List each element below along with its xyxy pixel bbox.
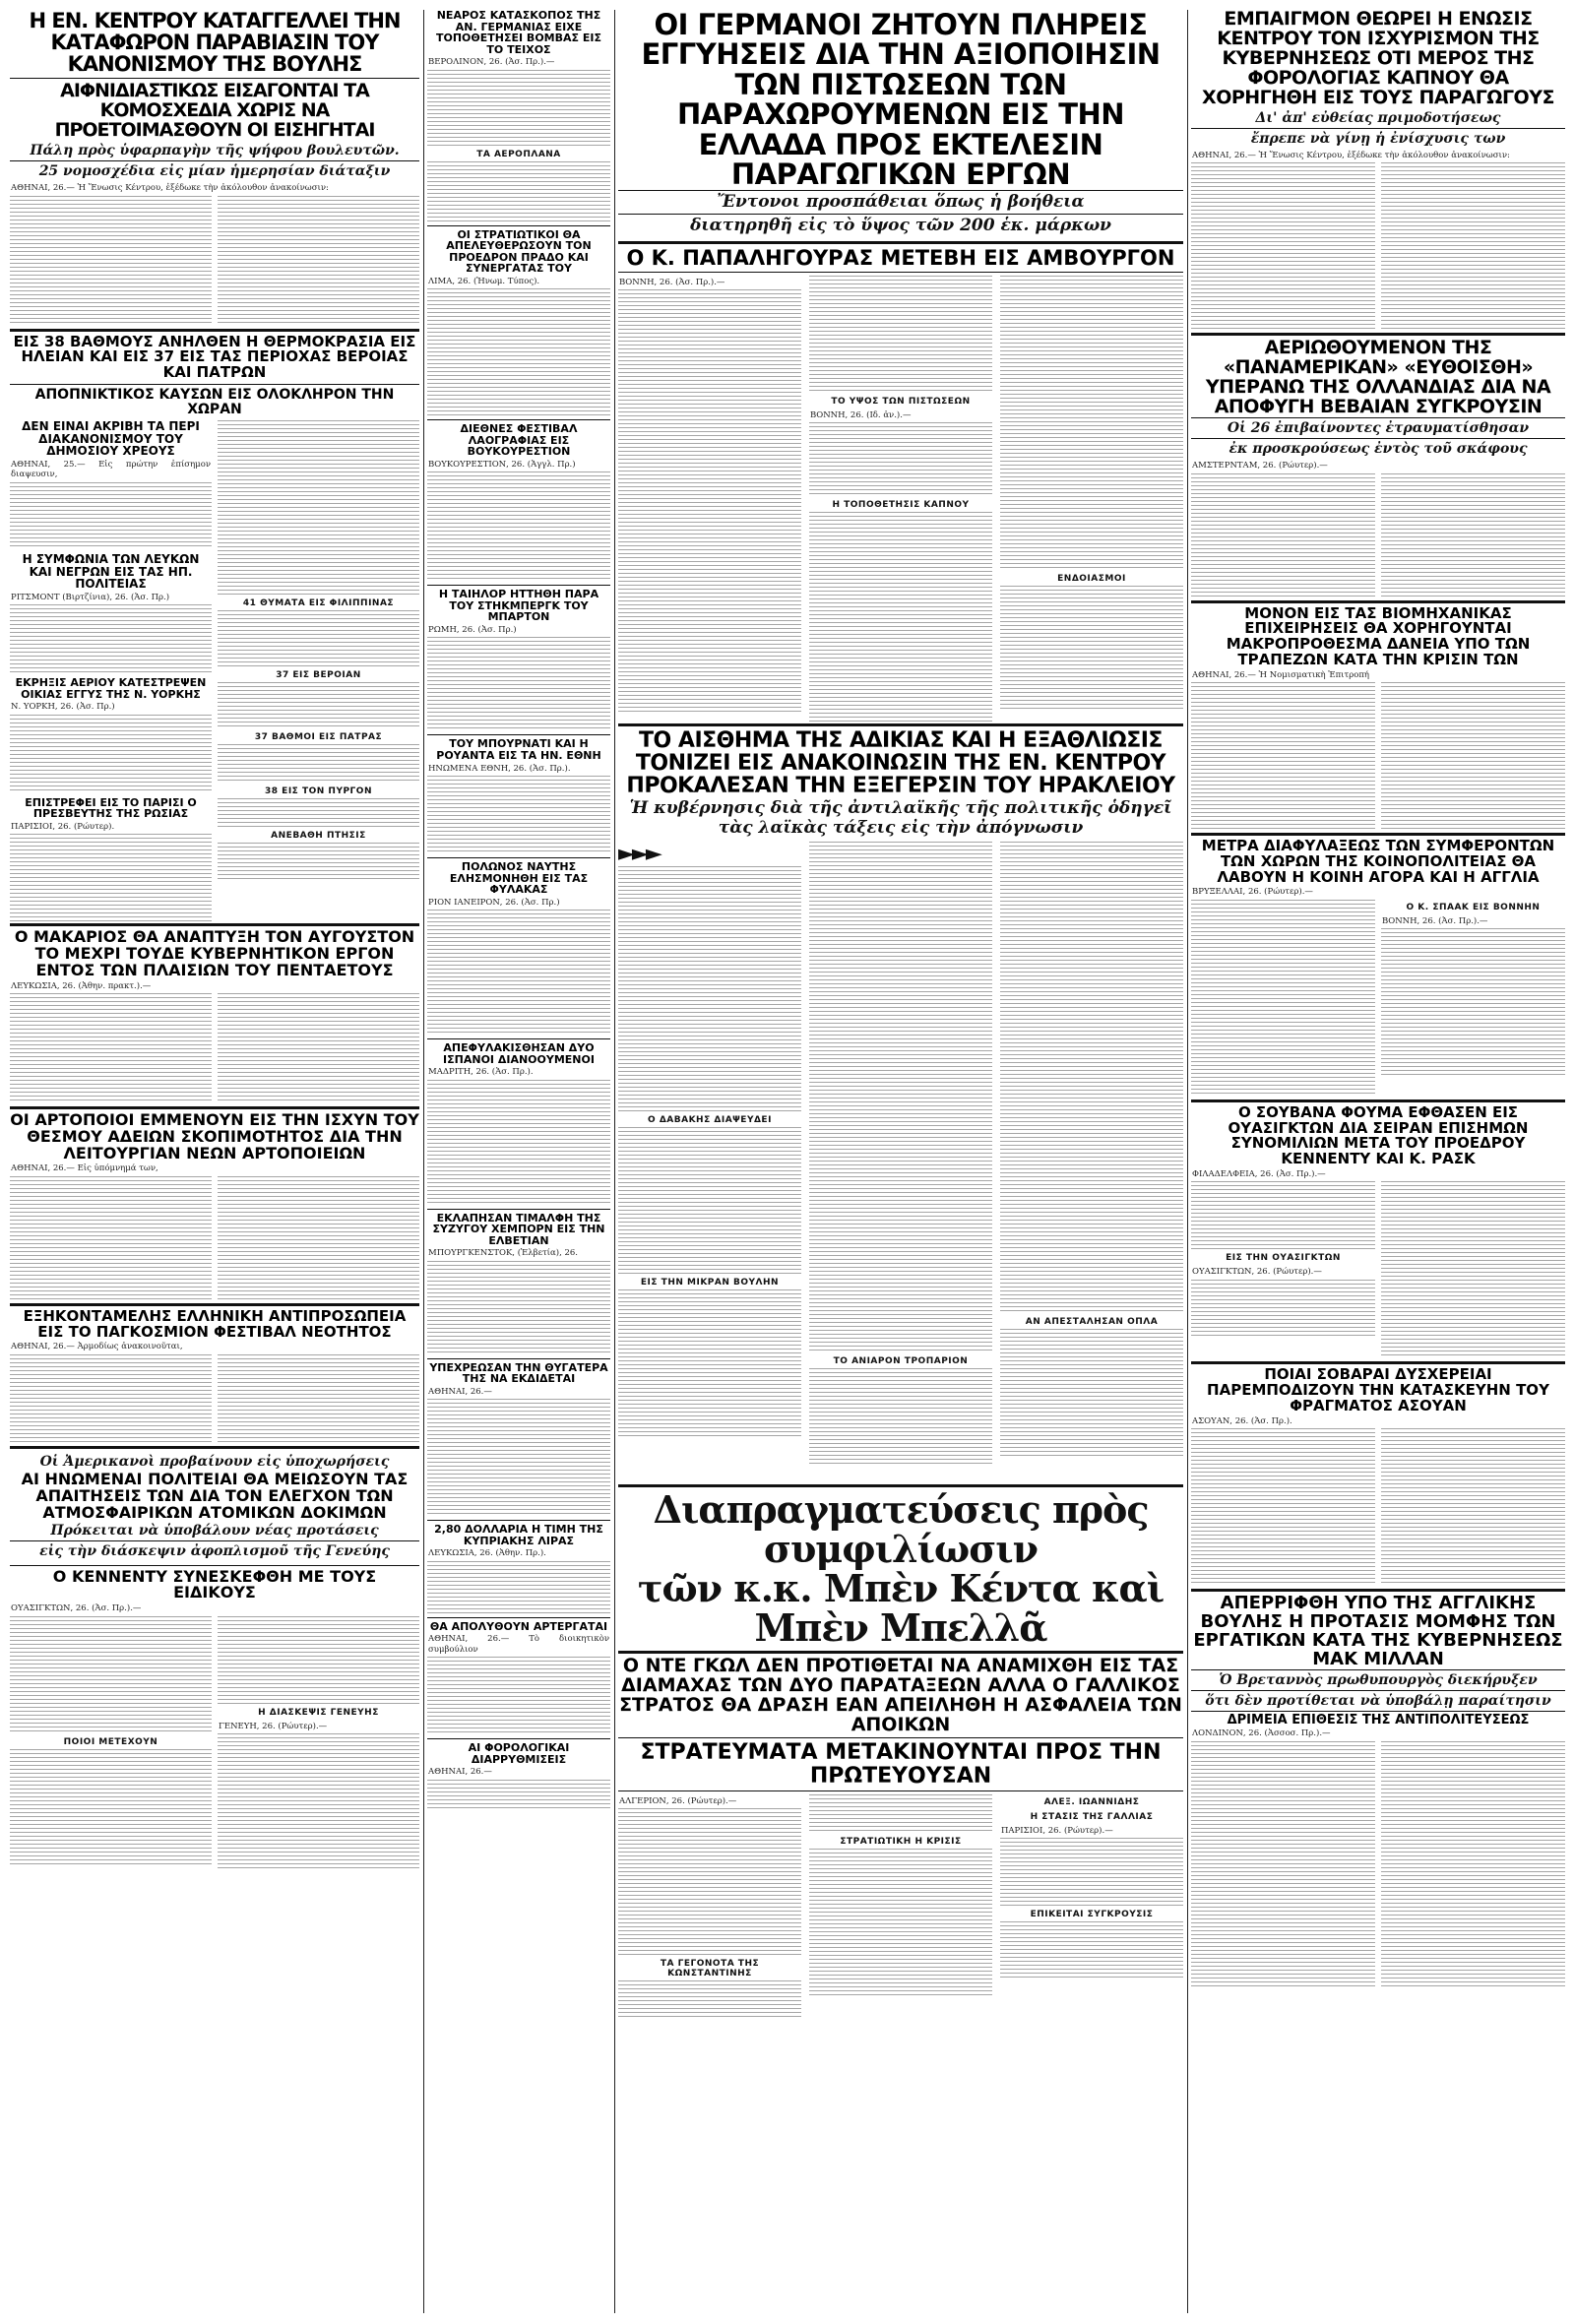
arrow-icons: ►►► <box>618 842 660 867</box>
column-divider <box>614 10 615 2313</box>
dateline: ΒΟΝΝΗ, 26. (Ἀσ. Πρ.).— <box>1382 915 1488 926</box>
headline-aswan: ΠΟΙΑΙ ΣΟΒΑΡΑΙ ΔΥΣΧΕΡΕΙΑΙ ΠΑΡΕΜΠΟΔΙΖΟΥΝ ΤΗΝ ΚΑΤΑΣΚΕΥΗΝ ΤΟΥ ΦΡΑΓΜΑΤΟΣ ΑΣΟΥΑΝ <box>1207 1365 1549 1414</box>
subheadline: Δι' ἀπ' εὐθείας πριμοδοτήσεως <box>1255 109 1501 126</box>
dateline: ΡΙΟΝ ΙΑΝΕΙΡΟΝ, 26. (Ἀσ. Πρ.) <box>428 897 560 908</box>
article-body <box>1191 900 1565 1097</box>
dateline: ΑΘΗΝΑΙ, 25.— Εἰς πρώτην ἐπίσημον διαψευσιν, <box>11 460 211 480</box>
headline-sailor: ΠΟΛΩΝΟΣ ΝΑΥΤΗΣ ΕΛΗΣΜΟΝΗΘΗ ΕΙΣ ΤΑΣ ΦΥΛΑΚΑΣ <box>449 860 589 897</box>
headline-loans: ΜΟΝΟΝ ΕΙΣ ΤΑΣ ΒΙΟΜΗΧΑΝΙΚΑΣ ΕΠΙΧΕΙΡΗΣΕΙΣ ΘΑ ΧΟΡΗΓΟΥΝΤΑΙ ΜΑΚΡΟΠΡΟΘΕΣΜΑ ΔΑΝΕΙΑ ΥΠΟ ΤΩΝ ΤΡΑΠΕΖΩΝ ΚΑΤΑ ΤΗΝ ΚΡΙΣΙΝ ΤΩΝ <box>1226 603 1531 668</box>
headline-heraklion: ΤΟ ΑΙΣΘΗΜΑ ΤΗΣ ΑΔΙΚΙΑΣ ΚΑΙ Η ΕΞΑΘΛΙΩΣΙΣ ΤΟΝΙΖΕΙ ΕΙΣ ΑΝΑΚΟΙΝΩΣΙΝ ΤΗΣ ΕΝ. ΚΕΝΤΡΟΥ ΠΡΟΚΑΛΕΣΑΝ ΤΗΝ ΕΞΕΓΕΡΣΙΝ ΤΟΥ ΗΡΑΚΛΕΙΟΥ <box>626 727 1175 798</box>
headline-daughter: ΥΠΕΧΡΕΩΣΑΝ ΤΗΝ ΘΥΓΑΤΕΡΑ ΤΗΣ ΝΑ ΕΚΔΙΔΕΤΑΙ <box>429 1360 608 1386</box>
headline-tobacco: ΕΜΠΑΙΓΜΟΝ ΘΕΩΡΕΙ Η ΕΝΩΣΙΣ ΚΕΝΤΡΟΥ ΤΟΝ ΙΣΧΥΡΙΣΜΟΝ ΤΗΣ ΚΥΒΕΡΝΗΣΕΩΣ ΟΤΙ ΜΕΡΟΣ ΤΗΣ ΦΟΡΟΛΟΓΙΑΣ ΚΑΠΝΟΥ ΘΑ ΧΟΡΗΓΗΘΗ ΕΙΣ ΤΟΥΣ ΠΑΡΑΓΩΓΟΥΣ <box>1202 10 1554 108</box>
dateline: Ν. ΥΟΡΚΗ, 26. (Ἀσ. Πρ.) <box>11 702 115 713</box>
dateline: ΜΑΔΡΙΤΗ, 26. (Ἀσ. Πρ.). <box>428 1067 534 1078</box>
article-body <box>1191 1741 1565 1987</box>
subhead: Ο ΔΑΒΑΚΗΣ ΔΙΑΨΕΥΔΕΙ <box>648 1115 772 1126</box>
headline-ben-khedda: τῶν κ.κ. Μπὲν Κέντα καὶ Μπὲν Μπελλᾶ <box>637 1565 1165 1650</box>
dateline: ΛΟΝΔΙΝΟΝ, 26. (Ἀσσοσ. Πρ.).— <box>1192 1728 1331 1739</box>
subhead: ΑΝ ΑΠΕΣΤΑΛΗΣΑΝ ΟΠΛΑ <box>1025 1317 1159 1328</box>
subheadline: εἰς τὴν διάσκεψιν ἀφοπλισμοῦ τῆς Γενεύης <box>10 1540 419 1561</box>
headline-taylor: Η ΤΑΙΗΛΟΡ ΗΤΤΗΘΗ ΠΑΡΑ ΤΟΥ ΣΤΗΚΜΠΕΡΓΚ ΤΟΥ ΜΠΑΡΤΟΝ <box>438 588 599 624</box>
subhead: ΕΙΣ ΤΗΝ ΟΥΑΣΙΓΚΤΩΝ <box>1226 1253 1341 1264</box>
dateline: ΓΕΝΕΥΗ, 26. (Ρώυτερ).— <box>219 1721 328 1731</box>
dateline: ΒΟΝΝΗ, 26. (Ἀσ. Πρ.).— <box>619 277 725 287</box>
subhead: ΠΟΙΟΙ ΜΕΤΕΧΟΥΝ <box>63 1736 158 1747</box>
article-body <box>10 1176 419 1300</box>
article-body <box>618 276 1183 721</box>
dateline: ΛΕΥΚΩΣΙΑ, 26. (Ἀθην. Πρ.). <box>428 1548 546 1559</box>
signature: ΑΛΕΞ. ΙΩΑΝΝΙΔΗΣ <box>1043 1796 1140 1807</box>
headline-pound: 2,80 ΔΟΛΛΑΡΙΑ Η ΤΙΜΗ ΤΗΣ ΚΥΠΡΙΑΚΗΣ ΛΙΡΑΣ <box>434 1523 603 1547</box>
subhead: ΕΙΣ ΤΗΝ ΜΙΚΡΑΝ ΒΟΥΛΗΝ <box>640 1278 780 1288</box>
subhead: ΣΤΡΑΤΙΩΤΙΚΗ Η ΚΡΙΣΙΣ <box>840 1836 962 1847</box>
headline-bakers-layoff: ΘΑ ΑΠΟΛΥΘΟΥΝ ΑΡΤΕΡΓΑΤΑΙ <box>429 1619 608 1633</box>
subheadline: 25 νομοσχέδια εἰς μίαν ἡμερησίαν διάταξιν <box>10 160 419 181</box>
article-body <box>10 420 419 920</box>
subhead: ΤΟ ΑΝΙΑΡΟΝ ΤΡΟΠΑΡΙΟΝ <box>833 1356 969 1367</box>
dateline: ΑΘΗΝΑΙ, 26.— Ἀρμοδίως ἀνακοινοῦται, <box>11 1342 183 1352</box>
dateline: ΠΑΡΙΣΙΟΙ, 26. (Ρώυτερ).— <box>1001 1825 1113 1836</box>
subheadline: Οἱ Ἀμερικανοὶ προβαίνουν εἰς ὑποχωρήσεις <box>39 1453 390 1470</box>
article-body <box>618 1794 1183 2009</box>
subhead: ΤΑ ΑΕΡΟΠΛΑΝΑ <box>476 149 561 159</box>
headline-jewels: ΕΚΛΑΠΗΣΑΝ ΤΙΜΑΛΦΗ ΤΗΣ ΣΥΖΥΓΟΥ ΧΕΜΠΟΡΝ ΕΙΣ ΤΗΝ ΕΛΒΕΤΙΑΝ <box>432 1211 605 1247</box>
subhead: 37 ΒΑΘΜΟΙ ΕΙΣ ΠΑΤΡΑΣ <box>254 732 383 743</box>
subhead: 37 ΕΙΣ ΒΕΡΟΙΑΝ <box>276 670 361 681</box>
subhead: Η ΔΙΑΣΚΕΨΙΣ ΓΕΝΕΥΗΣ <box>258 1707 379 1718</box>
headline-opposition: ΔΡΙΜΕΙΑ ΕΠΙΘΕΣΙΣ ΤΗΣ ΑΝΤΙΠΟΛΙΤΕΥΣΕΩΣ <box>1191 1711 1565 1727</box>
headline-folk-festival: ΔΙΕΘΝΕΣ ΦΕΣΤΙΒΑΛ ΛΑΟΓΡΑΦΙΑΣ ΕΙΣ ΒΟΥΚΟΥΡΕΣΤΙΟΝ <box>460 422 578 459</box>
headline-negotiations: Διαπραγματεύσεις πρὸς συμφιλίωσιν <box>653 1487 1149 1572</box>
headline-ambassador: ΕΠΙΣΤΡΕΦΕΙ ΕΙΣ ΤΟ ΠΑΡΙΣΙ Ο ΠΡΕΣΒΕΥΤΗΣ ΤΗΣ ΡΩΣΙΑΣ <box>25 795 197 821</box>
headline-nuclear-tests: ΑΙ ΗΝΩΜΕΝΑΙ ΠΟΛΙΤΕΙΑΙ ΘΑ ΜΕΙΩΣΟΥΝ ΤΑΣ ΑΠΑΙΤΗΣΕΙΣ ΤΩΝ ΔΙΑ ΤΟΝ ΕΛΕΓΧΟΝ ΤΩΝ ΑΤΜΟΣΦΑΙΡΙΚΩΝ ΑΤΟΜΙΚΩΝ ΔΟΚΙΜΩΝ <box>21 1469 409 1522</box>
subheadline: Πρόκειται νὰ ὑποβάλουν νέας προτάσεις <box>50 1523 379 1539</box>
headline-released: ΑΠΕΦΥΛΑΚΙΣΘΗΣΑΝ ΔΥΟ ΙΣΠΑΝΟΙ ΔΙΑΝΟΟΥΜΕΝΟΙ <box>443 1041 595 1066</box>
dateline: ΡΩΜΗ, 26. (Ἀσ. Πρ.) <box>428 625 517 636</box>
dateline: ΒΟΥΚΟΥΡΕΣΤΙΟΝ, 26. (Ἀγγλ. Πρ.) <box>428 459 576 470</box>
dateline: ΑΘΗΝΑΙ, 26.— Εἰς ὑπόμνημά των, <box>11 1163 158 1174</box>
headline-heatwave: ΕΙΣ 38 ΒΑΘΜΟΥΣ ΑΝΗΛΘΕΝ Η ΘΕΡΜΟΚΡΑΣΙΑ ΕΙΣ ΗΛΕΙΑΝ ΚΑΙ ΕΙΣ 37 ΕΙΣ ΤΑΣ ΠΕΡΙΟΧΑΣ ΒΕΡΟΙΑΣ ΚΑΙ ΠΑΤΡΩΝ <box>13 332 416 382</box>
subheadline: ἐκ προσκρούσεως ἐντὸς τοῦ σκάφους <box>1191 438 1565 459</box>
column-3 <box>618 10 1183 2313</box>
dateline: ΑΜΣΤΕΡΝΤΑΜ, 26. (Ρώυτερ).— <box>1192 461 1328 471</box>
dateline: ΟΥΑΣΙΓΚΤΩΝ, 26. (Ἀσ. Πρ.).— <box>11 1603 142 1614</box>
subheadline: Ἡ κυβέρνησις διὰ τῆς ἀντιλαϊκῆς τῆς πολιτικῆς ὁδηγεῖ τὰς λαϊκὰς τάξεις εἰς τὴν ἀπόγνωσιν <box>629 798 1172 838</box>
headline-bills: ΑΙΦΝΙΔΙΑΣΤΙΚΩΣ ΕΙΣΑΓΟΝΤΑΙ ΤΑ ΚΟΜΟΣΧΕΔΙΑ ΧΩΡΙΣ ΝΑ ΠΡΟΕΤΟΙΜΑΣΘΟΥΝ ΟΙ ΕΙΣΗΓΗΤΑΙ <box>54 80 375 142</box>
dateline: ΟΥΑΣΙΓΚΤΩΝ, 26. (Ρώυτερ).— <box>1192 1267 1322 1278</box>
article-body <box>1191 162 1565 330</box>
column-1 <box>10 10 419 2313</box>
subheadline: Ὁ Βρεταννὸς πρωθυπουργὸς διεκήρυξεν <box>1191 1669 1565 1690</box>
headline-tax: ΑΙ ΦΟΡΟΛΟΓΙΚΑΙ ΔΙΑΡΡΥΘΜΙΣΕΙΣ <box>468 1741 570 1766</box>
dateline: ΛΕΥΚΩΣΙΑ, 26. (Ἀθην. πρακτ.).— <box>11 980 152 991</box>
article-body <box>618 842 1183 1481</box>
newspaper-page <box>10 10 1565 2313</box>
dateline: ΑΣΟΥΑΝ, 26. (Ἀσ. Πρ.). <box>1192 1415 1292 1426</box>
article-body <box>10 196 419 326</box>
subhead: Η ΤΟΠΟΘΕΤΗΣΙΣ ΚΑΠΝΟΥ <box>832 500 970 511</box>
column-2 <box>427 10 610 2313</box>
subheadline: Πάλη πρὸς ὑφαρπαγὴν τῆς ψήφου βουλευτῶν. <box>30 142 400 158</box>
subheadline: ἔπρεπε νὰ γίνῃ ἡ ἐνίσχυσις των <box>1191 128 1565 149</box>
subheadline: Ἔντονοι προσπάθειαι ὅπως ἡ βοήθεια <box>618 190 1183 215</box>
headline-germans: ΟΙ ΓΕΡΜΑΝΟΙ ΖΗΤΟΥΝ ΠΛΗΡΕΙΣ ΕΓΓΥΗΣΕΙΣ ΔΙΑ ΤΗΝ ΑΞΙΟΠΟΙΗΣΙΝ ΤΩΝ ΠΙΣΤΩΣΕΩΝ ΤΩΝ ΠΑΡΑΧΩΡΟΥΜΕΝΩΝ ΕΙΣ ΤΗΝ ΕΛΛΑΔΑ ΠΡΟΣ ΕΚΤΕΛΕΣΙΝ ΠΑΡΑΓΩΓΙΚΩΝ ΕΡΓΩΝ <box>641 10 1161 192</box>
subheadline: διατηρηθῆ εἰς τὸ ὕψος τῶν 200 ἑκ. μάρκων <box>618 214 1183 238</box>
article-body <box>1191 1428 1565 1586</box>
headline-bakers: ΟΙ ΑΡΤΟΠΟΙΟΙ ΕΜΜΕΝΟΥΝ ΕΙΣ ΤΗΝ ΙΣΧΥΝ ΤΟΥ ΘΕΣΜΟΥ ΑΔΕΙΩΝ ΣΚΟΠΙΜΟΤΗΤΟΣ ΔΙΑ ΤΗΝ ΛΕΙΤΟΥΡΓΙΑΝ ΝΕΩΝ ΑΡΤΟΠΟΙΕΙΩΝ <box>10 1110 419 1162</box>
dateline: ΑΘΗΝΑΙ, 26.— <box>428 1386 492 1397</box>
subhead: Ο Κ. ΣΠΑΑΚ ΕΙΣ ΒΟΝΝΗΝ <box>1406 902 1541 912</box>
headline-burundi: ΤΟΥ ΜΠΟΥΡΝΑΤΙ ΚΑΙ Η ΡΟΥΑΝΤΑ ΕΙΣ ΤΑ ΗΝ. ΕΘΝΗ <box>436 737 601 763</box>
dateline: ΑΘΗΝΑΙ, 26.— Ἡ Ἕνωσις Κέντρου, ἐξέδωκε τὴν ἀκόλουθον ἀνακοίνωσιν: <box>1192 150 1510 160</box>
article-body <box>1191 682 1565 830</box>
subheadline: Οἱ 26 ἐπιβαίνοντες ἐτραυματίσθησαν <box>1191 417 1565 438</box>
article-body <box>1191 473 1565 597</box>
headline-makarios: Ο ΜΑΚΑΡΙΟΣ ΘΑ ΑΝΑΠΤΥΞΗ ΤΟΝ ΑΥΓΟΥΣΤΟΝ ΤΟ ΜΕΧΡΙ ΤΟΥΔΕ ΚΥΒΕΡΝΗΤΙΚΟΝ ΕΡΓΟΝ ΕΝΤΟΣ ΤΩΝ ΠΛΑΙΣΙΩΝ ΤΟΥ ΠΕΝΤΑΕΤΟΥΣ <box>14 927 415 979</box>
dateline: ΒΡΥΞΕΛΛΑΙ, 26. (Ρώυτερ).— <box>1192 887 1313 898</box>
subhead: ΑΝΕΒΑΘΗ ΠΤΗΣΙΣ <box>271 831 366 842</box>
column-divider <box>423 10 424 2313</box>
headline-panamerican: ΑΕΡΙΩΘΟΥΜΕΝΟΝ ΤΗΣ «ΠΑΝΑΜΕΡΙΚΑΝ» «ΕΥΘΟΙΣΘΗ» ΥΠΕΡΑΝΩ ΤΗΣ ΟΛΛΑΝΔΙΑΣ ΔΙΑ ΝΑ ΑΠΟΦΥΓΗ ΒΕΒΑΙΑΝ ΣΥΓΚΡΟΥΣΙΝ <box>1205 337 1551 418</box>
headline-center-union: Η ΕΝ. ΚΕΝΤΡΟΥ ΚΑΤΑΓΓΕΛΛΕΙ ΤΗΝ ΚΑΤΑΦΩΡΟΝ ΠΑΡΑΒΙΑΣΙΝ ΤΟΥ ΚΑΝΟΝΙΣΜΟΥ ΤΗΣ ΒΟΥΛΗΣ <box>29 10 401 77</box>
headline-spy: ΝΕΑΡΟΣ ΚΑΤΑΣΚΟΠΟΣ ΤΗΣ ΑΝ. ΓΕΡΜΑΝΙΑΣ ΕΙΧΕ ΤΟΠΟΘΕΤΗΣΕΙ ΒΟΜΒΑΣ ΕΙΣ ΤΟ ΤΕΙΧΟΣ <box>436 10 601 56</box>
headline-prado: ΟΙ ΣΤΡΑΤΙΩΤΙΚΟΙ ΘΑ ΑΠΕΛΕΥΘΕΡΩΣΟΥΝ ΤΟΝ ΠΡΟΕΔΡΟΝ ΠΡΑΔΟ ΚΑΙ ΣΥΝΕΡΓΑΤΑΣ ΤΟΥ <box>446 227 592 276</box>
dateline: ΦΙΛΑΔΕΛΦΕΙΑ, 26. (Ἀσ. Πρ.).— <box>1192 1168 1326 1179</box>
dateline: ΒΟΝΝΗ, 26. (Ιδ. ἀν.).— <box>810 409 912 420</box>
subhead: Η ΣΤΑΣΙΣ ΤΗΣ ΓΑΛΛΙΑΣ <box>1030 1811 1154 1822</box>
dateline: ΜΠΟΥΡΓΚΕΝΣΤΟΚ, (Ἐλβετία), 26. <box>428 1248 578 1259</box>
article-body <box>10 993 419 1103</box>
dateline: ΗΝΩΜΕΝΑ ΕΘΝΗ, 26. (Ἀσ. Πρ.). <box>428 763 571 774</box>
dateline: ΛΙΜΑ, 26. (Ἠνωμ. Τύπος). <box>428 276 540 286</box>
headline-troops: ΣΤΡΑΤΕΥΜΑΤΑ ΜΕΤΑΚΙΝΟΥΝΤΑΙ ΠΡΟΣ ΤΗΝ ΠΡΩΤΕΥΟΥΣΑΝ <box>640 1740 1162 1789</box>
headline-debt: ΔΕΝ ΕΙΝΑΙ ΑΚΡΙΒΗ ΤΑ ΠΕΡΙ ΔΙΑΚΑΝΟΝΙΣΜΟΥ ΤΟΥ ΔΗΜΟΣΙΟΥ ΧΡΕΟΥΣ <box>22 419 200 459</box>
subhead: 41 ΘΥΜΑΤΑ ΕΙΣ ΦΙΛΙΠΠΙΝΑΣ <box>242 598 395 609</box>
dateline: ΑΘΗΝΑΙ, 26.— <box>428 1767 492 1778</box>
headline-papaligouras: Ο Κ. ΠΑΠΑΛΗΓΟΥΡΑΣ ΜΕΤΕΒΗ ΕΙΣ ΑΜΒΟΥΡΓΟΝ <box>626 245 1175 270</box>
headline-agreement: Η ΣΥΜΦΩΝΙΑ ΤΩΝ ΛΕΥΚΩΝ ΚΑΙ ΝΕΓΡΩΝ ΕΙΣ ΤΑΣ ΗΠ. ΠΟΛΙΤΕΙΑΣ <box>22 551 200 592</box>
article-body <box>10 1354 419 1443</box>
dateline: ΑΘΗΝΑΙ, 26.— Ἡ Ἕνωσις Κέντρου, ἐξέδωκε τὴν ἀκόλουθον ἀνακοίνωσιν: <box>11 183 329 194</box>
headline-kennedy: Ο ΚΕΝΝΕΝΤΥ ΣΥΝΕΣΚΕΦΘΗ ΜΕ ΤΟΥΣ ΕΙΔΙΚΟΥΣ <box>52 1566 377 1602</box>
headline-de-gaulle: Ο ΝΤΕ ΓΚΩΛ ΔΕΝ ΠΡΟΤΙΘΕΤΑΙ ΝΑ ΑΝΑΜΙΧΘΗ ΕΙΣ ΤΑΣ ΔΙΑΜΑΧΑΣ ΤΩΝ ΔΥΟ ΠΑΡΑΤΑΞΕΩΝ ΑΛΛΑ Ο ΓΑΛΛΙΚΟΣ ΣΤΡΑΤΟΣ ΘΑ ΔΡΑΣΗ ΕΑΝ ΑΠΕΙΛΗΘΗ Η ΑΣΦΑΛΕΙΑ ΤΩΝ ΑΠΟΙΚΩΝ <box>619 1654 1182 1735</box>
dateline: ΑΛΓΕΡΙΟΝ, 26. (Ρώυτερ).— <box>619 1795 737 1806</box>
article-body <box>10 1616 419 1872</box>
dateline: ΒΕΡΟΛΙΝΟΝ, 26. (Ἀσ. Πρ.).— <box>428 57 555 68</box>
subhead: ΤΟ ΥΨΟΣ ΤΩΝ ΠΙΣΤΩΣΕΩΝ <box>831 396 971 407</box>
subhead: ΤΑ ΓΕΓΟΝΟΤΑ ΤΗΣ ΚΩΝΣΤΑΝΤΙΝΗΣ <box>660 1959 760 1979</box>
headline-souvanna: Ο ΣΟΥΒΑΝΑ ΦΟΥΜΑ ΕΦΘΑΣΕΝ ΕΙΣ ΟΥΑΣΙΓΚΤΩΝ ΔΙΑ ΣΕΙΡΑΝ ΕΠΙΣΗΜΩΝ ΣΥΝΟΜΙΛΙΩΝ ΜΕΤΑ ΤΟΥ ΠΡΟΕΔΡΟΥ ΚΕΝΝΕΝΤΥ ΚΑΙ Κ. ΡΑΣΚ <box>1228 1102 1529 1168</box>
subhead: 38 ΕΙΣ ΤΟΝ ΠΥΡΓΟΝ <box>265 786 372 797</box>
headline-festival: ΕΞΗΚΟΝΤΑΜΕΛΗΣ ΕΛΛΗΝΙΚΗ ΑΝΤΙΠΡΟΣΩΠΕΙΑ ΕΙΣ ΤΟ ΠΑΓΚΟΣΜΙΟΝ ΦΕΣΤΙΒΑΛ ΝΕΟΤΗΤΟΣ <box>23 1306 407 1341</box>
dateline: ΑΘΗΝΑΙ, 26.— Ἡ Νομισματικὴ Ἐπιτροπή <box>1192 669 1369 680</box>
column-divider <box>1187 10 1188 2313</box>
headline-heatwave-sub: ΑΠΟΠΝΙΚΤΙΚΟΣ ΚΑΥΣΩΝ ΕΙΣ ΟΛΟΚΛΗΡΟΝ ΤΗΝ ΧΩΡΑΝ <box>34 386 395 417</box>
dateline: ΠΑΡΙΣΙΟΙ, 26. (Ρώυτερ). <box>11 821 115 832</box>
headline-common-market: ΜΕΤΡΑ ΔΙΑΦΥΛΑΞΕΩΣ ΤΩΝ ΣΥΜΦΕΡΟΝΤΩΝ ΤΩΝ ΧΩΡΩΝ ΤΗΣ ΚΟΙΝΟΠΟΛΙΤΕΙΑΣ ΘΑ ΛΑΒΟΥΝ Η ΚΟΙΝΗ ΑΓΟΡΑ ΚΑΙ Η ΑΓΓΛΙΑ <box>1201 837 1555 886</box>
dateline: ΑΘΗΝΑΙ, 26.— Τὸ διοικητικὸν συμβούλιον <box>428 1634 609 1655</box>
headline-macmillan: ΑΠΕΡΡΙΦΘΗ ΥΠΟ ΤΗΣ ΑΓΓΛΙΚΗΣ ΒΟΥΛΗΣ Η ΠΡΟΤΑΣΙΣ ΜΟΜΦΗΣ ΤΩΝ ΕΡΓΑΤΙΚΩΝ ΚΑΤΑ ΤΗΣ ΚΥΒΕΡΝΗΣΕΩΣ ΜΑΚ ΜΙΛΛΑΝ <box>1193 1593 1563 1669</box>
subhead: ΕΝΔΟΙΑΣΜΟΙ <box>1057 573 1126 584</box>
headline-explosion: ΕΚΡΗΞΙΣ ΑΕΡΙΟΥ ΚΑΤΕΣΤΡΕΨΕΝ ΟΙΚΙΑΣ ΕΓΓΥΣ ΤΗΣ Ν. ΥΟΡΚΗΣ <box>15 676 207 701</box>
column-4 <box>1191 10 1565 2313</box>
article-body <box>1191 1181 1565 1358</box>
subheadline: ὅτι δὲν προτίθεται νὰ ὑποβάλῃ παραίτησιν <box>1191 1690 1565 1711</box>
dateline: ΡΙΤΣΜΟΝΤ (Βιρτζίνια), 26. (Ἀσ. Πρ.) <box>11 592 170 602</box>
subhead: ΕΠΙΚΕΙΤΑΙ ΣΥΓΚΡΟΥΣΙΣ <box>1030 1910 1154 1920</box>
